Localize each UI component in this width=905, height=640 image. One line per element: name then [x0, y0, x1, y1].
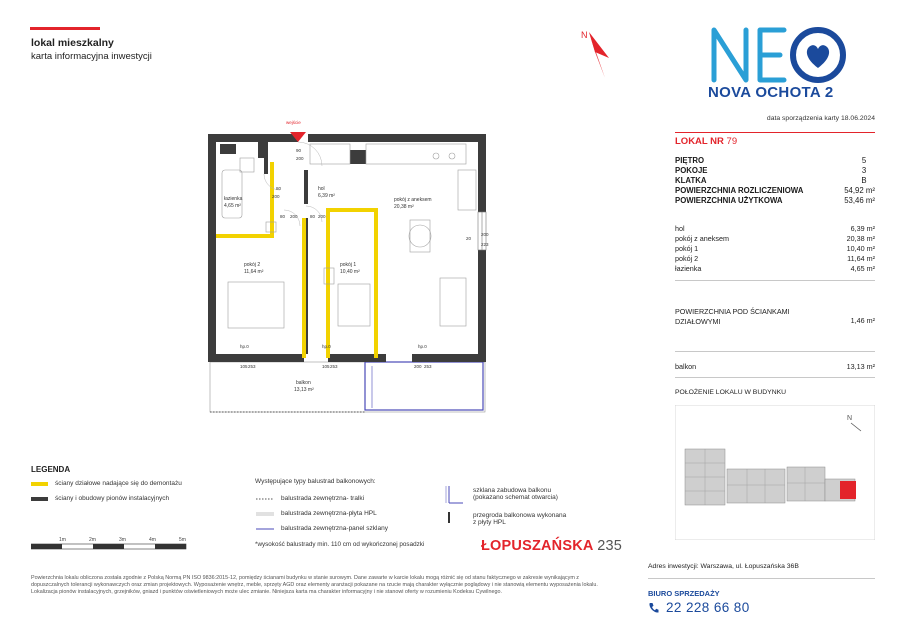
spec-value: 5	[861, 156, 867, 165]
spec-row	[675, 196, 875, 205]
dim-label: 90	[296, 148, 302, 153]
spec-label: POWIERZCHNIA ROZLICZENIOWA	[675, 186, 804, 195]
divider	[675, 377, 875, 378]
lokal-number-label: LOKAL NR	[675, 136, 724, 147]
dim-label: 80	[276, 186, 282, 191]
spec-row	[675, 186, 875, 195]
spec-row	[675, 156, 875, 165]
plan-room-label: pokój 2	[244, 262, 261, 268]
legend-extra-line: (pokazano schemat otwarcia)	[473, 494, 558, 501]
divider	[675, 280, 875, 281]
dim-label: 253	[248, 364, 256, 369]
spec-row	[675, 166, 875, 175]
legend-extra-line: przegroda balkonowa wykonana	[473, 512, 567, 519]
investment-logo-number: 235	[597, 538, 623, 554]
under-walls-value: 1,46 m²	[850, 316, 875, 325]
legend-extra-line: z płyty HPL	[473, 519, 506, 526]
scale-label: 2m	[89, 537, 96, 543]
balkon-label: balkon	[675, 362, 697, 371]
dim-label: 200	[272, 194, 280, 199]
spec-label: POKOJE	[675, 166, 708, 175]
room-label: hol	[675, 224, 685, 233]
balustrade-note: *wysokość balustrady min. 110 cm od wykończonej posadzki	[255, 541, 425, 548]
scale-label: 4m	[149, 537, 156, 543]
dim-label: 200	[318, 214, 326, 219]
sales-office-label: BIURO SPRZEDAŻY	[648, 589, 720, 598]
legend-title: LEGENDA	[31, 465, 71, 474]
room-value: 6,39 m²	[850, 224, 875, 233]
building-location-map	[675, 405, 875, 540]
logo-project-name: NOVA OCHOTA 2	[708, 84, 834, 101]
sales-phone[interactable]: 22 228 66 80	[666, 600, 750, 615]
room-label: pokój 2	[675, 254, 699, 263]
logo-mark-text: NEO	[708, 24, 711, 25]
legend-item: ściany i obudowy pionów instalacyjnych	[55, 495, 170, 502]
balkon-value: 13,13 m²	[846, 362, 875, 371]
position-label: POŁOŻENIE LOKALU W BUDYNKU	[675, 389, 787, 396]
legend-extra	[473, 512, 566, 526]
document-title: lokal mieszkalny	[31, 37, 114, 49]
dim-label: hp.0	[418, 344, 427, 349]
under-walls-label-line: POWIERZCHNIA POD ŚCIANKAMI	[675, 307, 790, 316]
spec-label: POWIERZCHNIA UŻYTKOWA	[675, 196, 783, 205]
divider	[648, 578, 875, 579]
investment-address: Adres inwestycji: Warszawa, ul. Łopuszańska 36B	[648, 563, 799, 570]
balustrades-title: Występujące typy balustrad balkonowych:	[255, 478, 376, 485]
divider	[675, 351, 875, 352]
balcony-glazing-icon	[443, 484, 465, 506]
dim-label: 253	[330, 364, 338, 369]
dim-label: 80	[280, 214, 286, 219]
investment-logo	[481, 538, 622, 554]
dim-label: hp.0	[322, 344, 331, 349]
room-row	[675, 264, 875, 273]
lokal-number-value: 79	[726, 136, 738, 147]
compass-label: N	[581, 30, 588, 40]
room-row	[675, 234, 875, 243]
spec-row	[675, 176, 875, 185]
apartment-location-marker	[840, 481, 856, 499]
room-label: łazienka	[675, 264, 702, 273]
plan-room-label: pokój 1	[340, 262, 357, 268]
phone-icon	[648, 602, 659, 614]
plan-room-area: 6,39 m²	[318, 193, 335, 199]
balustrade-hpl-icon	[255, 510, 275, 518]
map-compass-label: N	[847, 415, 853, 422]
spec-value: 53,46 m²	[844, 196, 875, 205]
removable-walls	[216, 162, 378, 358]
scale-label: 5m	[179, 537, 186, 543]
plan-room-label: balkon	[296, 380, 311, 386]
legend-swatch-walls	[31, 497, 48, 501]
outer-wall	[208, 134, 216, 362]
legend-extra-line: szklana zabudowa balkonu	[473, 487, 552, 494]
spec-value: B	[861, 176, 867, 185]
header-accent-bar	[30, 27, 100, 30]
card-date: data sporządzenia karty 18.06.2024	[766, 115, 875, 122]
balcony-outline	[210, 362, 485, 412]
room-value: 10,40 m²	[846, 244, 875, 253]
under-walls-label-line: DZIAŁOWYMI	[675, 317, 721, 326]
plan-room-area: 4,65 m²	[224, 203, 241, 209]
room-label: pokój 1	[675, 244, 699, 253]
dim-label: 80	[310, 214, 316, 219]
spec-label: PIĘTRO	[675, 156, 705, 165]
plan-room-area: 13,13 m²	[294, 387, 314, 393]
dim-label: 253	[424, 364, 432, 369]
floor-plan	[200, 110, 500, 420]
room-row	[675, 224, 875, 233]
room-value: 11,64 m²	[847, 254, 875, 263]
room-value: 4,65 m²	[850, 264, 875, 273]
balustrade-type: balustrada zewnętrzna-płyta HPL	[281, 510, 377, 517]
spec-value: 54,92 m²	[844, 186, 875, 195]
plan-room-area: 20,38 m²	[394, 204, 414, 210]
room-value: 20,38 m²	[846, 234, 875, 243]
dim-label: 105	[240, 364, 248, 369]
legend-item: ściany działowe nadające się do demontażu	[55, 480, 182, 487]
lokal-number	[675, 132, 875, 147]
plan-room-area: 11,64 m²	[244, 269, 264, 275]
room-label: pokój z aneksem	[675, 234, 729, 243]
plan-room-label: łazienka	[224, 196, 243, 202]
hpl-partition-icon	[443, 510, 465, 524]
dim-label: hp.0	[240, 344, 249, 349]
plan-entrance-label: wejście	[286, 120, 301, 125]
balustrade-type: balustrada zewnętrzna- tralki	[281, 495, 365, 502]
legend-extra	[473, 487, 558, 501]
dim-label: 200	[296, 156, 304, 161]
balustrade-glass-icon	[255, 525, 275, 533]
spec-label: KLATKA	[675, 176, 707, 185]
legend-swatch-removable	[31, 482, 48, 486]
plan-room-area: 10,40 m²	[340, 269, 360, 275]
footer-disclaimer: Powierzchnia lokalu obliczona została zgodnie z Polską Normą PN ISO 9836:2015-12, pomiędzy ścianami budynku w stanie surowym. Dane zawarte w karcie lokalu mogą różnić się od stanu faktycznego w zakresie wynikającym z dopuszczalnych tolerancji wykonawczych oraz zmian projektowych. Wyposażenie wnętrz, meble, sprzęty AGD oraz elementy aranżacji pokazane na rzucie mają charakter wyłącznie poglądowy i nie stanowią elementu wyposażenia lokalu. Lokalizacja pionów instalacyjnych, grzejników, gniazd i punktów oświetleniowych może ulec zmianie. Niniejsza karta ma charakter informacyjny i nie stanowi oferty w rozumieniu Kodeksu Cywilnego.	[31, 575, 598, 596]
document-subtitle: karta informacyjna inwestycji	[31, 51, 152, 62]
dim-label: 200	[290, 214, 298, 219]
scale-label: 3m	[119, 537, 126, 543]
north-compass-icon	[575, 24, 617, 80]
neo-logo	[708, 24, 848, 84]
spec-value: 3	[861, 166, 867, 175]
scale-bar	[31, 535, 191, 553]
room-row	[675, 244, 875, 253]
balustrade-trails-icon	[255, 495, 275, 503]
scale-label: 1m	[59, 537, 66, 543]
dim-label: 105	[322, 364, 330, 369]
plan-room-label: pokój z aneksem	[394, 197, 432, 203]
dim-label: 200	[414, 364, 422, 369]
investment-logo-name: ŁOPUSZAŃSKA	[481, 538, 594, 554]
dim-label: 223	[481, 242, 489, 247]
plan-room-label: hol	[318, 186, 325, 192]
under-walls-label	[675, 307, 815, 327]
dim-label: 20	[466, 236, 472, 241]
room-row	[675, 254, 875, 263]
balustrade-type: balustrada zewnętrzna-panel szklany	[281, 525, 388, 532]
dim-label: 200	[481, 232, 489, 237]
